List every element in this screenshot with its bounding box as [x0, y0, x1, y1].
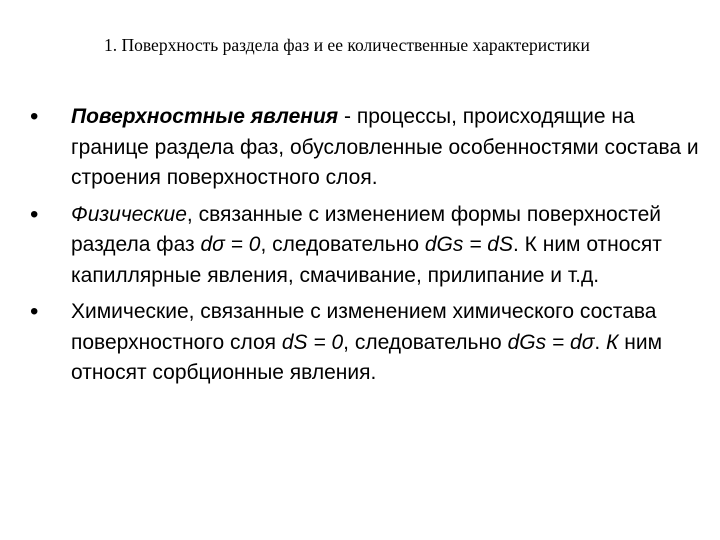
bullet-text: ним относят сорбционные явления.: [71, 330, 663, 384]
formula: dGs = dS: [424, 233, 513, 256]
bullet-text: - процессы, происходящие на границе раздела фаз, обусловленные особенностями состава и строения поверхностного слоя.: [71, 105, 699, 189]
bullet-physical: [30, 200, 700, 292]
bullet-text: , связанные с изменением формы поверхностей раздела фаз: [71, 202, 662, 256]
formula: dS = 0: [281, 330, 344, 354]
formula: dGs = dσ: [507, 330, 595, 354]
bullet-marker: •: [30, 298, 39, 325]
bullet-text: .: [594, 330, 607, 354]
bullet-surface-phenomena: [30, 102, 700, 194]
term-physical: Физические: [71, 202, 187, 226]
bullet-marker: •: [30, 103, 39, 130]
bullet-text: Химические, связанные с изменением химического состава поверхностного слоя: [71, 300, 657, 354]
term-surface-phenomena: Поверхностные явления: [71, 105, 339, 128]
bullet-text: . К ним относят капиллярные явления, смачивание, прилипание и т.д.: [71, 233, 662, 287]
slide-title: 1. Поверхность раздела фаз и ее количественные характеристики: [104, 35, 590, 55]
bullet-marker: •: [30, 200, 39, 228]
bullet-chemical: [30, 297, 700, 389]
bullet-list: [30, 102, 700, 395]
bullet-text: , следовательно: [260, 233, 425, 256]
formula: К: [606, 330, 619, 354]
formula: dσ = 0: [200, 233, 261, 256]
bullet-text: , следовательно: [343, 330, 508, 354]
